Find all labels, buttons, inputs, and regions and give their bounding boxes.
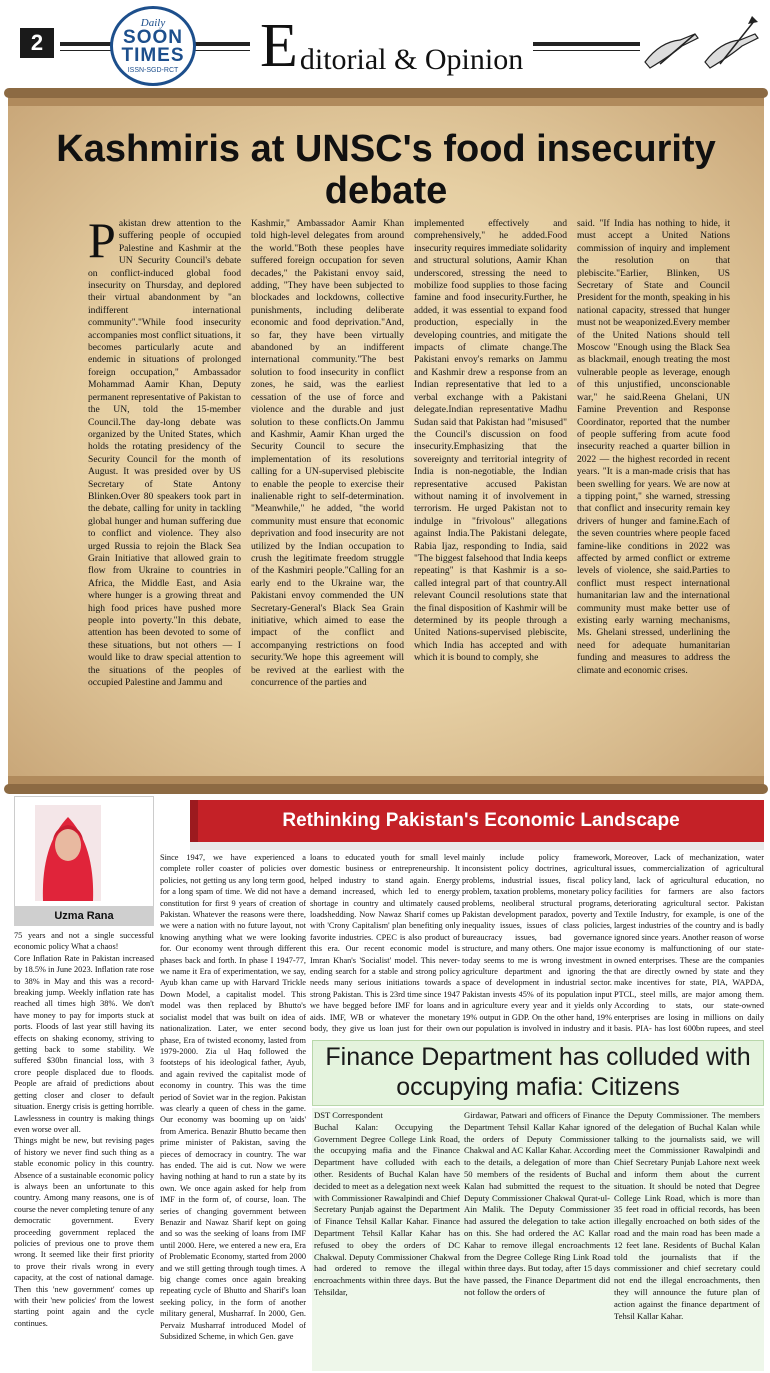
logo-daily: Daily	[140, 17, 166, 29]
finance-byline: DST Correspondent	[314, 1110, 383, 1120]
page-number: 2	[20, 28, 54, 58]
opinion-column-3: loans to educated youth for small level domestic business or entrepreneurship. It helped industry to stand again. Energy demand increased, which led to energy shortage in country and ultimately caused loadshedding. Now Nawaz Sharif comes up with 'Crony Capitalism' plan benefiting only favorite industries. CPEC is also product of this era. Our recent economic model is Imran Khan's 'Socialist' model. This never-ending search for a stable and strong policy needs many serious initiations towards a strong Pakistan. This is 23rd time since 1947 we have begged before IMF for loans and aids. IMF, WB or whatever the monetary body, they give us loan just for their own	[310, 853, 460, 1034]
finance-text-1: Buchal Kalan: Occupying the Government Degree College Link Road, the occupying mafia and the Finance Department have colluded with each other. Residents of Buchal Kalan have decided to meet as a delegation next week with Commissioner Rawalpindi and Chief Secretary Punjab against the Department of Finance Tehsil Kallar Kahar. Finance Department Tehsil Kallar Kahar has refused to obey the orders of DC Chakwal. Deputy Commissioner Chakwal had ordered to remove the illegal encroachments within three days. But the Tehsildar,	[314, 1121, 460, 1297]
opinion-column-2: Since 1947, we have experienced a complete roller coaster of policies over policies, not getting us any long term good, for a long spam of time. We did not have a constitution for first 9 years of creation of Pakistan. Whatever the reasons were there, we were a nation with no future layout, not knowing anything what we were looking for. Our economy went through different phases back and forth. In phase I 1947-77, we name it Era of experimentation, we say, Ayub khan came up with Harvard Trickle Down Model, a capitalist model. This model was then replaced by Bhutto's socialist model that was built on idea of nationalization. Later, we enter second phase, Era of twisted economy, lasted from 1979-2000. Zia ul Haq followed the footsteps of his ideological father, Ayub, and again revived the capitalist mode of economy in country. This was the time period of Soviet war in the region. Pakistan was clearly a queen of chess in the game. Our economy was booming up on 'aids' from America. Benazir Bhutto became then prime minister of Pakistan, saving the pieces of democracy in country. The war has ended. The aid is cut. Now we were having nothing at hand to run a state by its own. We once again asked for help from IMF in the form of, of course, loan. The series of changing government between Benazir and Nawaz Sharif kept on going and so was the seeking of loans from IMF until 2000. Here, we entered a new era, Era of Problematic Economy, started from 2000 and we still getting through tough times. A big change comes once again breaking repeating cycle of Bhutto and Sharif's loan seeking policy, in the form of another military general, Musharraf. In 2000, Gen. Pervaiz Musharraf introduced Model of Subsidized Scheme, in which Gen. gave	[160, 853, 306, 1342]
editorial-panel	[8, 92, 764, 790]
editorial-headline: Kashmiris at UNSC's food insecurity debate	[56, 128, 716, 212]
masthead	[0, 0, 770, 88]
logo-issn: ISSN-SGD-RCT	[127, 67, 179, 74]
editorial-columns	[88, 218, 730, 778]
dropcap: P	[88, 218, 116, 268]
editorial-column-3: implemented effectively and comprehensively," he added.Food insecurity requires immediate solidarity and structural solutions, Aamir Khan underscored, stressing the need to mobilize food supplies to those facing famine and food insecurity.Further, he added, it was essential to expand food production, especially in the developing countries, and mitigate the impacts of climate change.The Pakistani envoy's remarks on Jammu and Kashmir drew a response from an Indian representative that led to a verbal exchange with a Pakistani delegate.Indian representative Madhu Sudan said that Pakistan had "misused" the Council's discussion on food insecurity.Emphasizing that the sovereignty and territorial integrity of India is non-negotiable, the Indian representative accused Pakistan without naming it of involvement in terrorism. He urged Pakistan not to indulge in "frivolous" allegations against India.The Pakistani delegate, Rabia Ijaz, responding to India, said "The biggest falsehood that India keeps repeating" is that Kashmir is a so-called integral part of that country.All relevant Council resolutions state that the final disposition of Kashmir will be determined by its people through a United Nations-supervised plebiscite, which India has accepted and with which it is bound to comply, she	[414, 218, 567, 664]
finance-column-1	[314, 1110, 460, 1370]
opinion-title-bar	[190, 800, 764, 842]
opinion-column-4: mainly include policy framework, inconsistent policy doctrines, agricultural problems, industrial issues, fiscal policy problem, taxation problems, monetary policy problems, neoliberal structural programs, Pakistan development paradox, poverty and inequality issues, issues of class policies, bureaucracy issues, bad governance structure, and many others. One major issue today seems to me is wrong investment in agriculture department and ignoring the space of development in industrial sector. Pakistan invests 45% of its population input in agriculture every year and it yields only 19% output in GDP. On the other hand, 19% our population is involved in industry and it	[462, 853, 612, 1034]
section-title	[250, 14, 533, 78]
opinion-column-5: Moreover, Lack of mechanization, water issues, commercialization of agricultural land, lack of agricultural education, no facilities for farmers are also factors deteriorating agricultural sector. Pakistan Textile Industry, for example, is one of the largest industries of the country and is badly ignored since years. Another reason of worse economy is malfunctioning of our state-owned enterprises. These are the companies that are directly owned by state and they make incentives for state, PIA, WAPDA, PTCL, steel mills, are major among them. According to stats, our state-owned enterprises are losing in millions on daily basis. PIA- has lost 600bn rupees, and steel	[614, 853, 764, 1034]
opinion-band	[190, 842, 764, 850]
finance-headline: Finance Department has colluded with occupying mafia: Citizens	[325, 1043, 751, 1101]
opinion-text-1: 75 years and not a single successful economic policy What a chaos! Core Inflation Rate in Pakistan increased by 18.5% in June 2023. Inflation rate rose to 38% in May and this was a record-breaking jump. Weekly inflation rate has reached all times high 38%. We don't have money to pay for imports stuck at ports. Floods of last year still having its effects on shaking economy, striving to getting back to some stability. We suffered $30bn financial loss, with 3 crore people displaced due to floods. People are afraid of predictions about getting closer and closer to default situation. Energy crisis is getting horrible. Lawlessness in country is making things even worse over all. Things might be new, but revising pages of history we never find such thing as a stable economic policy in this country. Absence of a sustainable economic policy is always been an unfortunate to this country. Among many reasons, one is of course the never completing tenure of any democratic government. Every proceeding government replaced the policies of previous one to prove them wrong. It seemed like their first priority to prove their rivals wrong in every capacity, at the cost of national damage. Then this 'new government' comes up with their 'new policies' from the lowest starting point again and the cycle continues.	[14, 931, 154, 1328]
logo-times: TIMES	[121, 45, 185, 66]
author-name: Uzma Rana	[14, 906, 154, 926]
section-initial: E	[260, 12, 298, 80]
author-photo	[35, 805, 101, 901]
finance-column-2: Girdawar, Patwari and officers of Finance Department Tehsil Kallar Kahar ignored the orders of Deputy Commissioner Chakwal and AC Kallar Kahar. According to the details, a delegation of more than 50 members of the residents of Buchal Kalan had submitted the request to the Deputy Commissioner Chakwal Qurat-ul-Ain Malik. The Deputy Commissioner had assured the delegation to take action on this. She had ordered the AC Kallar Kahar to remove illegal encroachments from the Degree College Ring Link Road within three days. But today, after 15 days have passed, the Finance Department did not follow the orders of	[464, 1110, 610, 1297]
logo-soon: SOON	[123, 27, 183, 48]
newspaper-logo	[110, 6, 196, 86]
finance-column-3: the Deputy Commissioner. The members of the delegation of Buchal Kalan while talking to the journalists said, we will meet the Commissioner Rawalpindi and Chief Secretary Punjab Lahore next week and inform them about the current situation. It should be noted that Degree College Link Road, which is more than 35 feet road in official records, has been illegally encroached on both sides of the road and the main road has been made a 12 feet lane. Residents of Buchal Kalan told the journalists that if the commissioner and chief secretary could not end the illegal encroachments, then they will announce the future plan of action against the finance department of Tehsil Kallar Kahar.	[614, 1110, 760, 1321]
writing-hands-icon	[640, 12, 760, 72]
editorial-column-2: Kashmir," Ambassador Aamir Khan told high-level delegates from around the world."Both these peoples have suffered foreign occupation for seven decades," the Pakistani envoy said, adding, "They have been subjected to blockades and lockdowns, collective punishments, including deliberate economic and food deprivation."And, so far, they have been virtually abandoned by an indifferent international community."The best solution to food insecurity in conflict zones, he said, was the earliest cessation of the use of force and violence and the durable and just solution to these conflicts.On Jammu and Kashmir, Aamir Khan urged the Security Council to secure the implementation of its resolutions calling for a UN-supervised plebiscite to enable the people to exercise their inalienable right to self-determination. "Meanwhile," he added, "the world community must ensure that economic deprivation and food insecurity are not utilized by the Indian occupation to crush the legitimate freedom struggle of the Kashmiri people."Calling for an early end to the Ukraine war, the Pakistani envoy commended the UN Secretary-General's Black Sea Grain initiative, which aimed to ease the impact of the conflict and accompanying restrictions on food security.'We hope this agreement will be revived at the earliest with the concurrence of the parties and	[251, 218, 404, 689]
section-title-rest: ditorial & Opinion	[299, 43, 524, 76]
opinion-column-1	[14, 930, 154, 1366]
author-box	[14, 796, 154, 924]
opinion-title: Rethinking Pakistan's Economic Landscape	[282, 810, 680, 831]
editorial-column-1	[88, 218, 241, 778]
editorial-column-4: said. "If India has nothing to hide, it must accept a United Nations commission of inquiry and implement the resolution on that plebiscite."Earlier, Blinken, US Secretary of State and Council President for the month, speaking in his national capacity, stressed that hunger must not be weaponized.Every member of the United Nations should tell Moscow "Enough using the Black Sea as blackmail, enough treating the most vulnerable people as leverage, enough of this unjustified, unconscionable war," he said.Reena Ghelani, UN Famine Prevention and Response Coordinator, reported that the number of people suffering from acute food insecurity reached a quarter billion in 2022 — the highest recorded in recent years. "It is a man-made crisis that has been swelling for years. We are now at a tipping point," she warned, stressing that conflict and insecurity remain key drivers of hunger and famine.Each of the seven countries where people faced famine-like conditions in 2022 was affected by armed conflict or extreme levels of violence, she said.Parties to conflict must respect international humanitarian law and the international community must make better use of existing early warning mechanisms, Ms. Ghelani stressed, underlining the need for adequate humanitarian funding and measures to address the climate and economic crises.	[577, 218, 730, 676]
editorial-text-1: akistan drew attention to the suffering people of occupied Palestine and Kashmir at the UN Security Council's debate on conflict-induced global food insecurity on Thursday, and deplored their virtual abandonment by "an indifferent international community"."While food insecurity accompanies most conflict situations, it becomes particularly acute and endemic in situations of prolonged foreign occupation," Ambassador Mohammad Aamir Khan, Deputy permanent representative of Pakistan to the UN, told the 15-member Council.The day-long debate was organized by the United States, which holds the rotating presidency of the Security Council for the month of August. It was presided over by US Secretary of State Antony Blinken.Over 80 speakers took part in the debate, calling for unity in tackling global hunger and human suffering due to conflict and violence. They also urged Russia to rejoin the Black Sea Grain Initiative that allowed grain to flow from Ukraine to countries in Africa, the Middle East, and Asia where hunger is a growing threat and high food prices have pushed more people into poverty."In this debate, attention has been devoted to some of these situations, but not others — I would like to draw special attention to the situations of the peoples of occupied Palestine and Jammu and	[88, 218, 241, 689]
